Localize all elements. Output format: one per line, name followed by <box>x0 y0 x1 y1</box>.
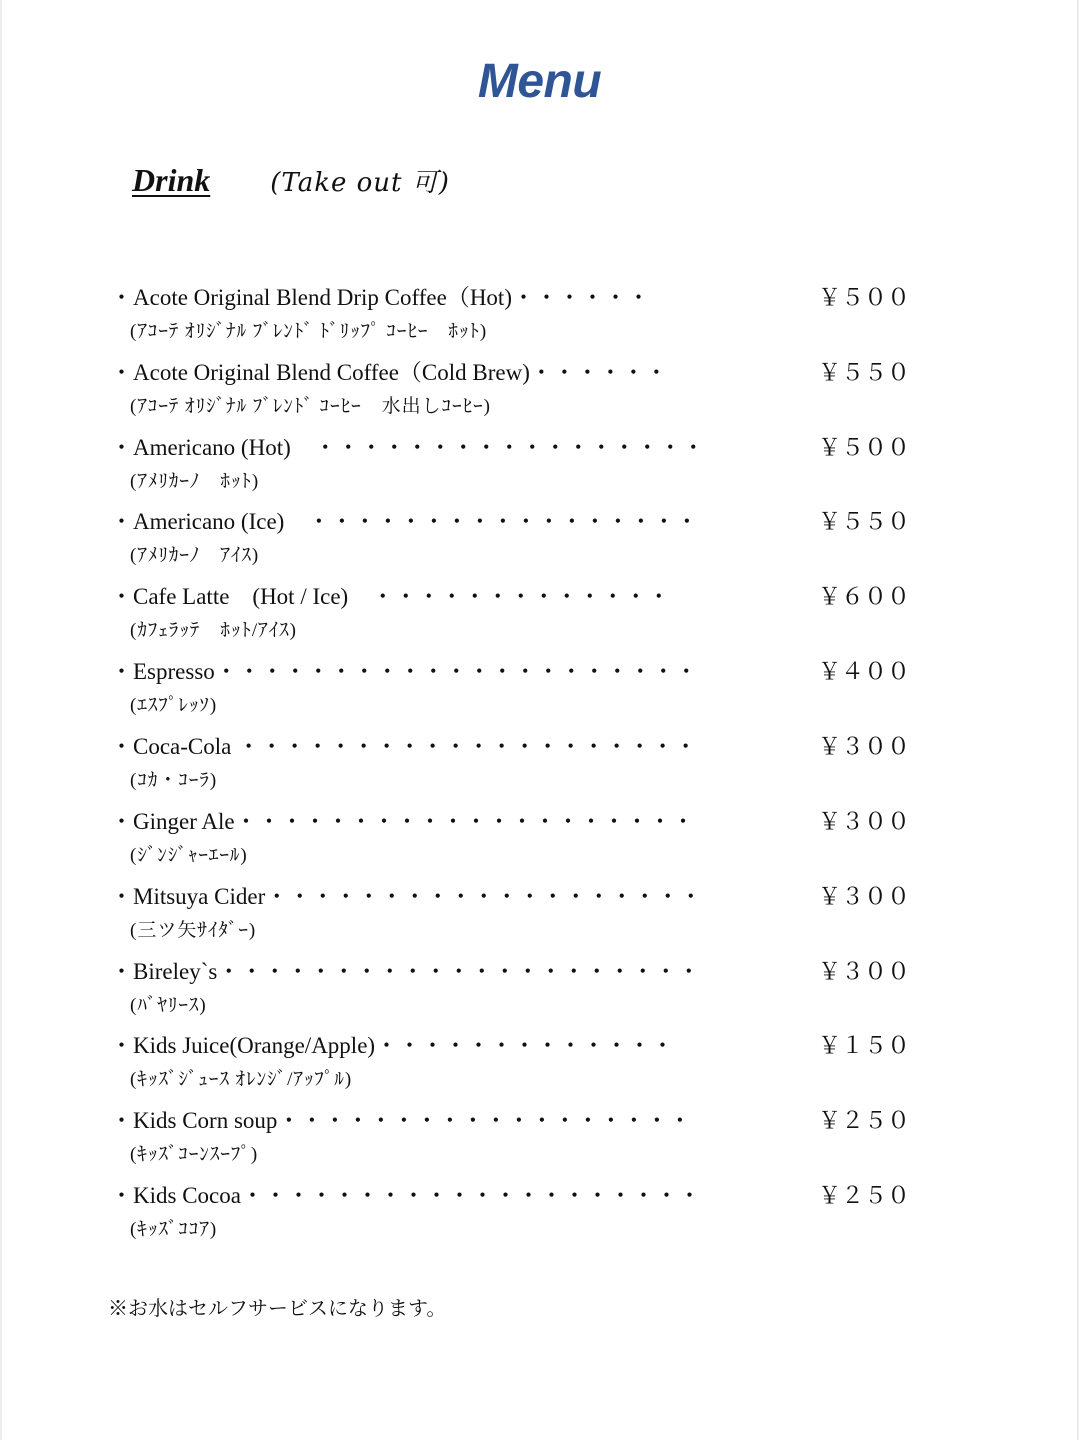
item-price: ￥５５０ <box>818 509 910 534</box>
item-price: ￥５００ <box>818 435 910 460</box>
item-name: ・Kids Cocoa・・・・・・・・・・・・・・・・・・・・ <box>110 1183 701 1208</box>
item-name: ・Kids Corn soup・・・・・・・・・・・・・・・・・・ <box>110 1108 692 1133</box>
item-reading: (ｱﾒﾘｶｰﾉ ｱｲｽ) <box>130 545 260 566</box>
item-reading: (ｷｯｽﾞｺｺｱ) <box>130 1219 218 1240</box>
item-name: ・Bireley`s・・・・・・・・・・・・・・・・・・・・・ <box>110 959 701 984</box>
item-price: ￥２５０ <box>818 1108 910 1133</box>
item-price: ￥５００ <box>818 285 910 310</box>
menu-item <box>0 508 1079 582</box>
item-name: ・Ginger Ale・・・・・・・・・・・・・・・・・・・・ <box>110 809 695 834</box>
menu-item <box>0 284 1079 358</box>
menu-item <box>0 808 1079 882</box>
item-name: ・Acote Original Blend Drip Coffee（Hot)・・・・・・ <box>110 285 650 310</box>
item-reading: (ｷｯｽﾞｺｰﾝｽｰﾌﾟ) <box>130 1144 259 1165</box>
section-note: (Take out 可) <box>270 168 450 198</box>
item-price: ￥３００ <box>818 734 910 759</box>
page-title: Menu <box>477 55 602 108</box>
item-name: ・Coca-Cola ・・・・・・・・・・・・・・・・・・・・ <box>110 734 698 759</box>
item-price: ￥３００ <box>818 959 910 984</box>
menu-item <box>0 434 1079 508</box>
item-reading: (ｱﾒﾘｶｰﾉ ﾎｯﾄ) <box>130 471 260 492</box>
item-name: ・Americano (Hot) ・・・・・・・・・・・・・・・・・ <box>110 435 705 460</box>
item-reading: (ｱｺｰﾃ ｵﾘｼﾞﾅﾙ ﾌﾞﾚﾝﾄﾞ ﾄﾞﾘｯﾌﾟ ｺｰﾋｰ ﾎｯﾄ) <box>130 321 488 342</box>
item-reading: (三ツ矢ｻｲﾀﾞｰ) <box>130 920 257 941</box>
item-price: ￥３００ <box>818 884 910 909</box>
item-reading: (ﾊﾞﾔﾘｰｽ) <box>130 995 207 1016</box>
item-reading: (ｶﾌｪﾗｯﾃ ﾎｯﾄ/ｱｲｽ) <box>130 620 297 641</box>
menu-item <box>0 883 1079 957</box>
menu-item <box>0 359 1079 433</box>
item-price: ￥４００ <box>818 659 910 684</box>
item-price: ￥１５０ <box>818 1033 910 1058</box>
item-reading: (ｷｯｽﾞｼﾞｭｰｽ ｵﾚﾝｼﾞ/ｱｯﾌﾟﾙ) <box>130 1069 353 1090</box>
menu-item <box>0 583 1079 657</box>
menu-item <box>0 1182 1079 1256</box>
item-name: ・Kids Juice(Orange/Apple)・・・・・・・・・・・・・ <box>110 1033 675 1058</box>
menu-item <box>0 733 1079 807</box>
item-reading: (ｴｽﾌﾟﾚｯｿ) <box>130 695 218 716</box>
item-reading: (ｱｺｰﾃ ｵﾘｼﾞﾅﾙ ﾌﾞﾚﾝﾄﾞ ｺｰﾋｰ 水出しｺｰﾋｰ) <box>130 396 491 417</box>
menu-item <box>0 958 1079 1032</box>
menu-item <box>0 1032 1079 1106</box>
item-reading: (ｼﾞﾝｼﾞｬｰｴｰﾙ) <box>130 845 248 866</box>
menu-item <box>0 658 1079 732</box>
item-name: ・Mitsuya Cider・・・・・・・・・・・・・・・・・・・ <box>110 884 703 909</box>
item-price: ￥６００ <box>818 584 910 609</box>
section-title: Drink <box>132 162 211 198</box>
item-reading: (ｺｶ・ｺｰﾗ) <box>130 770 218 791</box>
item-name: ・Americano (Ice) ・・・・・・・・・・・・・・・・・ <box>110 509 699 534</box>
section-header <box>132 162 450 199</box>
item-name: ・Espresso・・・・・・・・・・・・・・・・・・・・・ <box>110 659 698 684</box>
menu-item <box>0 1107 1079 1181</box>
item-price: ￥２５０ <box>818 1183 910 1208</box>
item-price: ￥３００ <box>818 809 910 834</box>
item-name: ・Acote Original Blend Coffee（Cold Brew)・・・・・・ <box>110 360 668 385</box>
item-price: ￥５５０ <box>818 360 910 385</box>
item-name: ・Cafe Latte (Hot / Ice) ・・・・・・・・・・・・・ <box>110 584 671 609</box>
footnote: ※お水はセルフサービスになります。 <box>108 1296 447 1320</box>
